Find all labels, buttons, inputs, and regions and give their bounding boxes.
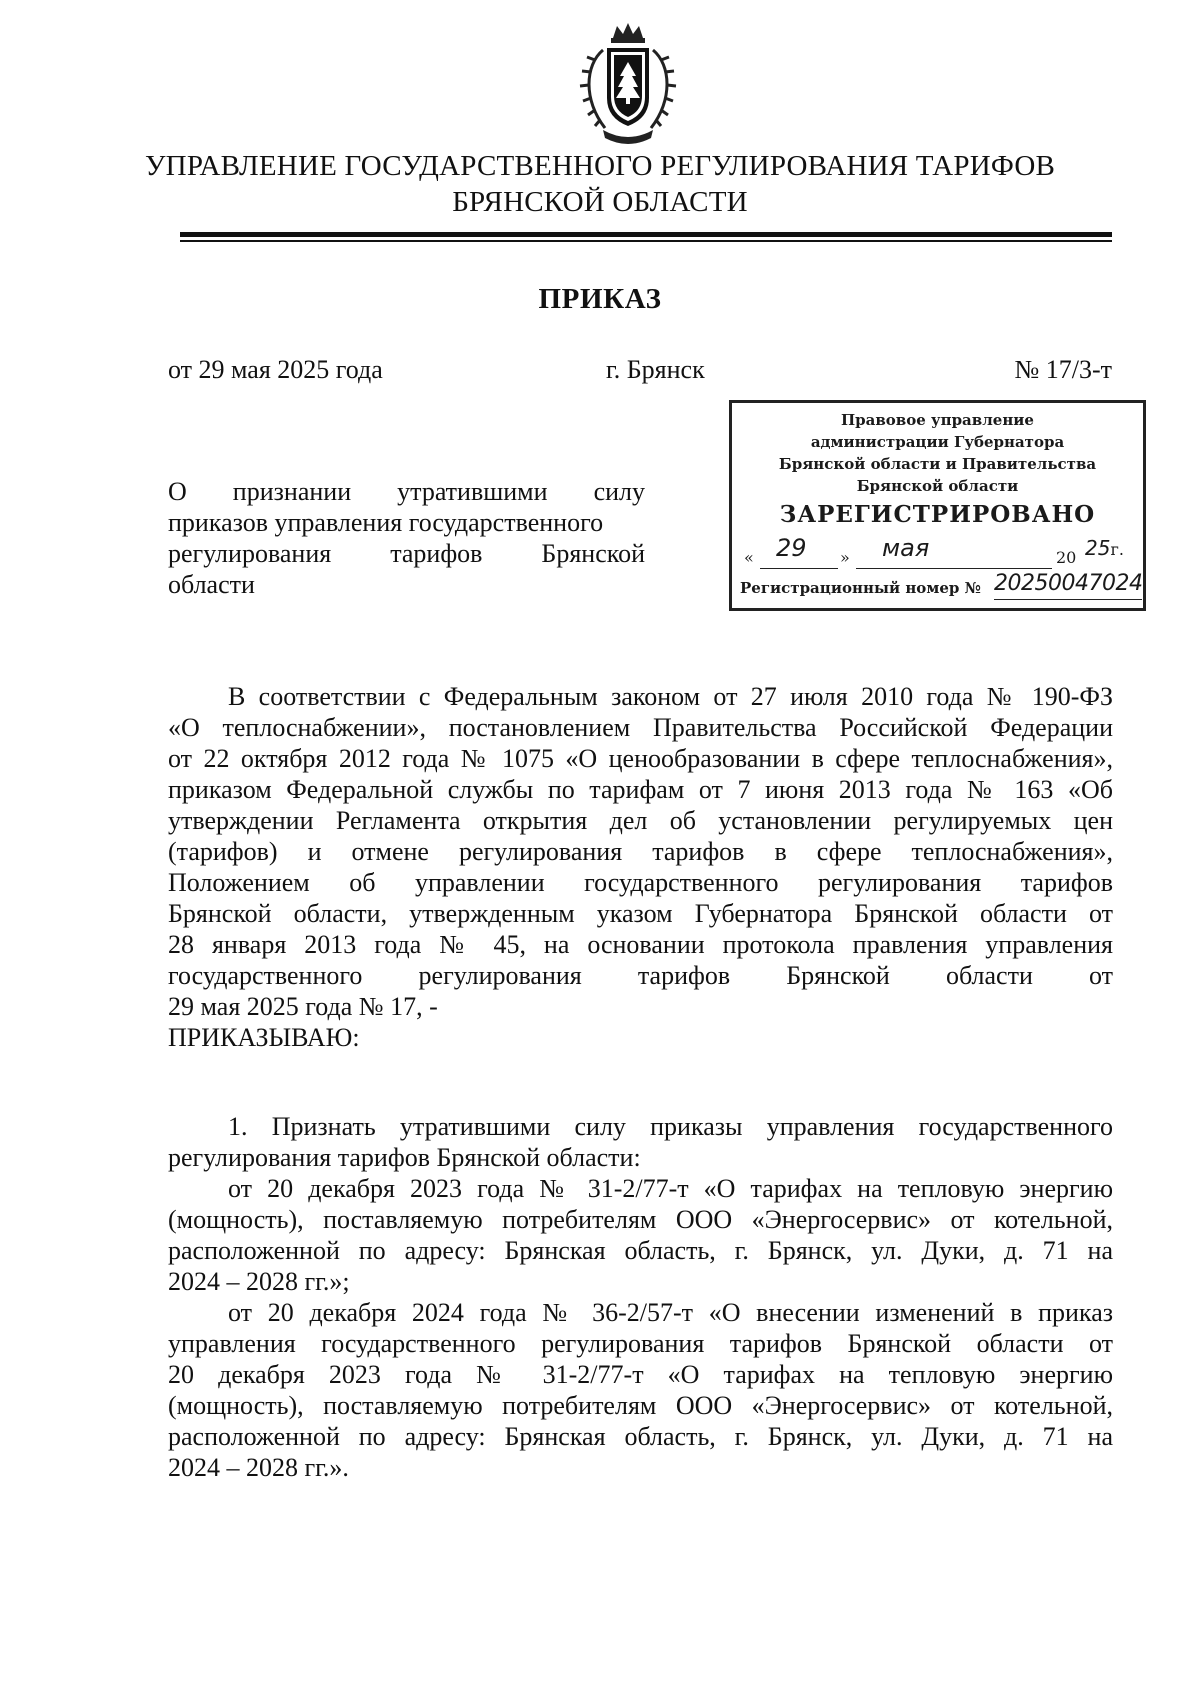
- stamp-reg-label: Регистрационный номер №: [740, 579, 981, 597]
- stamp-line: Брянской области и Правительства: [778, 455, 1097, 473]
- subject-line: области: [168, 570, 255, 599]
- stamp-reg-underline: [994, 599, 1142, 600]
- organization-name-line1: УПРАВЛЕНИЕ ГОСУДАРСТВЕННОГО РЕГУЛИРОВАНИЯ ТАРИФОВ: [144, 150, 1056, 182]
- document-type-title: ПРИКАЗ: [538, 283, 662, 315]
- stamp-year-unit: г.: [1110, 540, 1124, 559]
- order-line: (мощность), поставляемую потребителям ООО «Энергосервис» от котельной,: [168, 1391, 1113, 1420]
- stamp-reg-number-handwritten: 20250047024: [994, 571, 1143, 596]
- bryansk-coat-of-arms-icon: [573, 20, 683, 150]
- order-line: расположенной по адресу: Брянская область, г. Брянск, ул. Дуки, д. 71 на: [168, 1422, 1113, 1451]
- body-line: от 22 октября 2012 года № 1075 «О ценообразовании в сфере теплоснабжения»,: [168, 744, 1113, 773]
- stamp-day-handwritten: 29: [776, 534, 807, 562]
- order-line: от 20 декабря 2024 года № 36-2/57-т «О внесении изменений в приказ: [228, 1298, 1113, 1327]
- order-line: регулирования тарифов Брянской области:: [168, 1143, 641, 1172]
- stamp-line: Правовое управление: [841, 411, 1034, 429]
- body-line: Положением об управлении государственного регулирования тарифов: [168, 868, 1113, 897]
- registration-stamp: [729, 400, 1146, 611]
- body-line: В соответствии с Федеральным законом от 27 июля 2010 года № 190-ФЗ: [228, 682, 1113, 711]
- body-line: «О теплоснабжении», постановлением Правительства Российской Федерации: [168, 713, 1113, 742]
- order-line: управления государственного регулирования тарифов Брянской области от: [168, 1329, 1113, 1358]
- order-command: ПРИКАЗЫВАЮ:: [168, 1023, 360, 1052]
- order-line: 2024 – 2028 гг.»;: [168, 1267, 350, 1296]
- preamble-paragraph: [168, 681, 1113, 1053]
- body-line: государственного регулирования тарифов Брянской области от: [168, 961, 1113, 990]
- stamp-quote-open: «: [744, 548, 754, 567]
- stamp-line: администрации Губернатора: [810, 433, 1065, 451]
- order-date: от 29 мая 2025 года: [168, 355, 383, 384]
- organization-name-line2: БРЯНСКОЙ ОБЛАСТИ: [452, 186, 748, 218]
- stamp-year-handwritten: [1085, 536, 1124, 560]
- subject-line: О признании утратившими силу: [168, 477, 645, 506]
- stamp-line: Брянской области: [856, 477, 1019, 495]
- subject-line: регулирования тарифов Брянской: [168, 539, 645, 568]
- stamp-month-underline: [856, 568, 1052, 569]
- order-line: 1. Признать утратившими силу приказы управления государственного: [228, 1112, 1113, 1141]
- stamp-year: [1056, 548, 1076, 567]
- order-line: от 20 декабря 2023 года № 31-2/77-т «О тарифах на тепловую энергию: [228, 1174, 1113, 1203]
- order-line: 2024 – 2028 гг.».: [168, 1453, 349, 1482]
- body-line: приказом Федеральной службы по тарифам от 7 июня 2013 года № 163 «Об: [168, 775, 1113, 804]
- stamp-quote-close: »: [840, 548, 850, 567]
- stamp-day-underline: [760, 568, 838, 569]
- header-rule-thin: [180, 240, 1112, 242]
- stamp-date-line: [740, 534, 1135, 572]
- order-line: расположенной по адресу: Брянская область, г. Брянск, ул. Дуки, д. 71 на: [168, 1236, 1113, 1265]
- body-line: 28 января 2013 года № 45, на основании протокола правления управления: [168, 930, 1113, 959]
- stamp-year-prefix: 20: [1056, 548, 1077, 567]
- subject-line: приказов управления государственного: [168, 508, 604, 537]
- order-city: г. Брянск: [606, 355, 705, 384]
- order-number: № 17/3-т: [1014, 355, 1112, 384]
- stamp-month-handwritten: мая: [882, 534, 930, 562]
- order-subject: [168, 476, 645, 600]
- body-line: 29 мая 2025 года № 17, -: [168, 992, 438, 1021]
- stamp-status: ЗАРЕГИСТРИРОВАНО: [779, 501, 1096, 528]
- body-line: (тарифов) и отмене регулирования тарифов в сфере теплоснабжения»,: [168, 837, 1113, 866]
- header-rule-thick: [180, 232, 1112, 237]
- order-line: (мощность), поставляемую потребителям ООО «Энергосервис» от котельной,: [168, 1205, 1113, 1234]
- stamp-year-suffix: 25: [1085, 536, 1111, 560]
- body-line: Брянской области, утвержденным указом Губернатора Брянской области от: [168, 899, 1113, 928]
- order-clause-1: [168, 1111, 1113, 1483]
- body-line: утверждении Регламента открытия дел об установлении регулируемых цен: [168, 806, 1113, 835]
- order-line: 20 декабря 2023 года № 31-2/77-т «О тарифах на тепловую энергию: [168, 1360, 1113, 1389]
